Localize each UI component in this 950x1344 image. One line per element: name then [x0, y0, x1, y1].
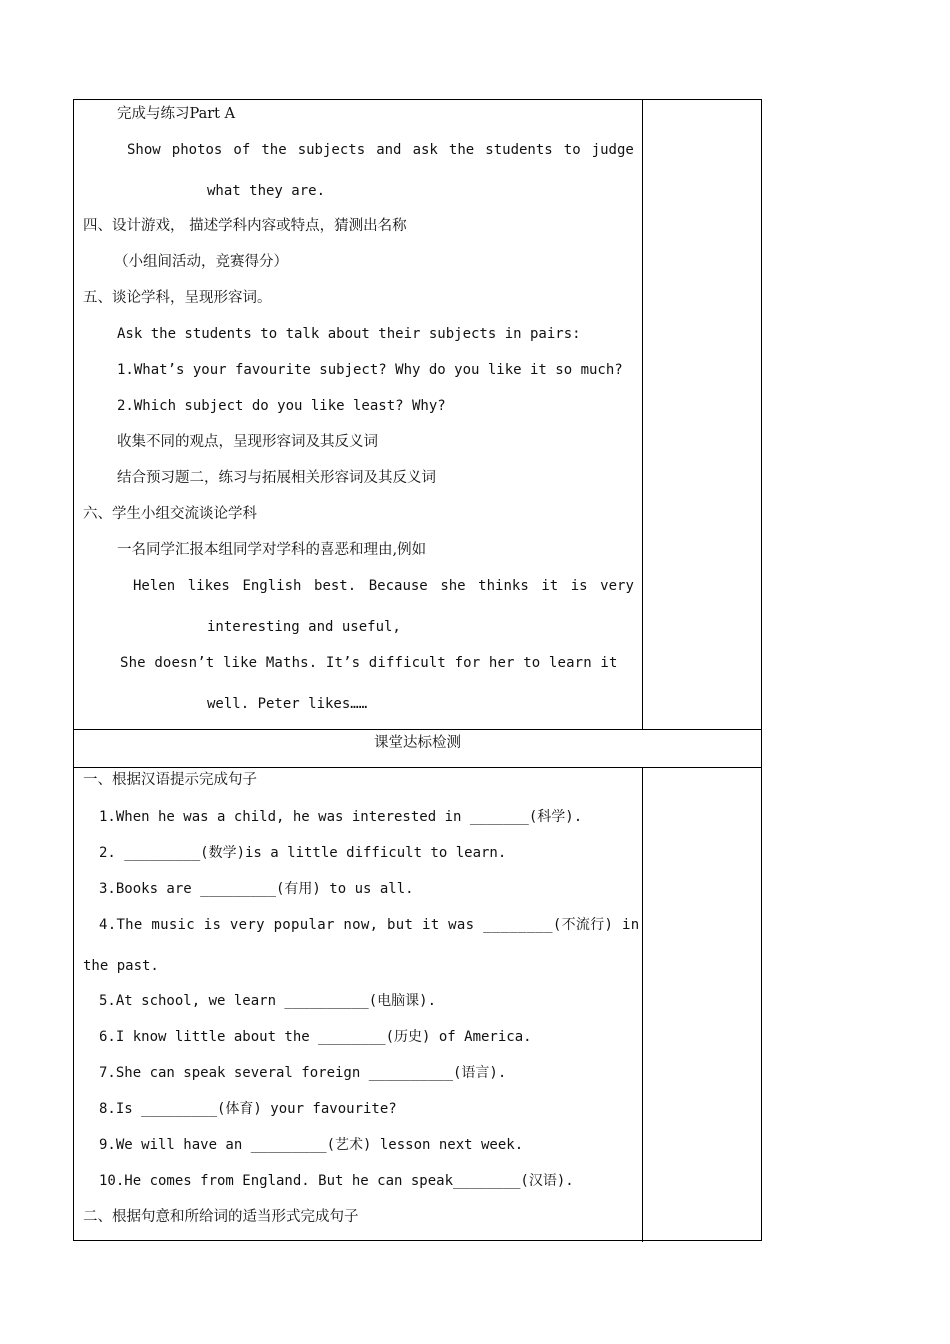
word: photos — [171, 142, 223, 158]
word: judge — [591, 142, 634, 158]
lesson-table — [73, 99, 762, 1241]
word: the — [448, 142, 475, 158]
exercise-item: 4.The music is very popular now, but it was ________(不流行) in — [99, 917, 640, 933]
exercise-item: 3.Books are _________(有用) to us all. — [99, 881, 414, 897]
heading-exercise-1: 一、根据汉语提示完成句子 — [83, 772, 257, 788]
exercise-item: 2. _________(数学)is a little difficult to learn. — [99, 845, 507, 861]
heading-four: 四、设计游戏， 描述学科内容或特点，猜测出名称 — [83, 218, 407, 234]
text-show-photos — [127, 140, 634, 160]
text-group-activity: （小组间活动，竞赛得分） — [114, 254, 288, 270]
word: Because — [368, 578, 428, 594]
exercise-item: 9.We will have an _________(艺术) lesson next week. — [99, 1137, 524, 1153]
word: best. — [314, 578, 357, 594]
text-peter-likes: well. Peter likes…… — [207, 696, 368, 712]
heading-exercise-2: 二、根据句意和所给词的适当形式完成句子 — [83, 1209, 359, 1225]
word: Helen — [133, 578, 176, 594]
row-divider-1 — [74, 729, 761, 730]
text-helen-likes — [133, 576, 634, 596]
word: it — [541, 578, 559, 594]
word: the — [261, 142, 287, 158]
exercise-item: 1.When he was a child, he was interested in _______(科学). — [99, 809, 583, 825]
word: and — [376, 142, 402, 158]
exercise-item-continued: the past. — [83, 958, 159, 974]
text-report: 一名同学汇报本组同学对学科的喜恶和理由,例如 — [117, 542, 427, 558]
word: is — [570, 578, 588, 594]
text-question-1: 1.What’s your favourite subject? Why do you like it so much? — [117, 362, 623, 378]
word: she — [440, 578, 466, 594]
word: English — [242, 578, 302, 594]
exercise-item: 7.She can speak several foreign __________(语言). — [99, 1065, 507, 1081]
text-part-a: 完成与练习Part A — [117, 106, 236, 122]
word: likes — [187, 578, 230, 594]
word: to — [563, 142, 581, 158]
text-question-2: 2.Which subject do you like least? Why? — [117, 398, 446, 414]
text-collect-views: 收集不同的观点，呈现形容词及其反义词 — [117, 434, 378, 450]
text-what-they-are: what they are. — [207, 183, 326, 199]
word: subjects — [297, 142, 366, 158]
section-title: 课堂达标检测 — [374, 735, 461, 751]
column-divider-top — [642, 100, 643, 729]
word: very — [600, 578, 634, 594]
exercise-item: 10.He comes from England. But he can speak________(汉语). — [99, 1173, 574, 1189]
word: Show — [127, 142, 161, 158]
text-ask-students: Ask the students to talk about their subjects in pairs: — [117, 326, 581, 342]
text-interesting-useful: interesting and useful, — [207, 619, 401, 635]
text-she-doesnt: She doesn’t like Maths. It’s difficult for her to learn it — [120, 655, 618, 671]
row-divider-2 — [74, 767, 761, 768]
heading-five: 五、谈论学科，呈现形容词。 — [83, 290, 272, 306]
exercise-item: 5.At school, we learn __________(电脑课). — [99, 993, 437, 1009]
text-practice-adjectives: 结合预习题二，练习与拓展相关形容词及其反义词 — [117, 470, 436, 486]
word: of — [233, 142, 251, 158]
word: ask — [412, 142, 438, 158]
word: students — [485, 142, 553, 158]
heading-six: 六、学生小组交流谈论学科 — [83, 506, 257, 522]
column-divider-bottom — [642, 767, 643, 1242]
exercise-item: 8.Is _________(体育) your favourite? — [99, 1101, 397, 1117]
exercise-item: 6.I know little about the ________(历史) of America. — [99, 1029, 532, 1045]
word: thinks — [478, 578, 529, 594]
